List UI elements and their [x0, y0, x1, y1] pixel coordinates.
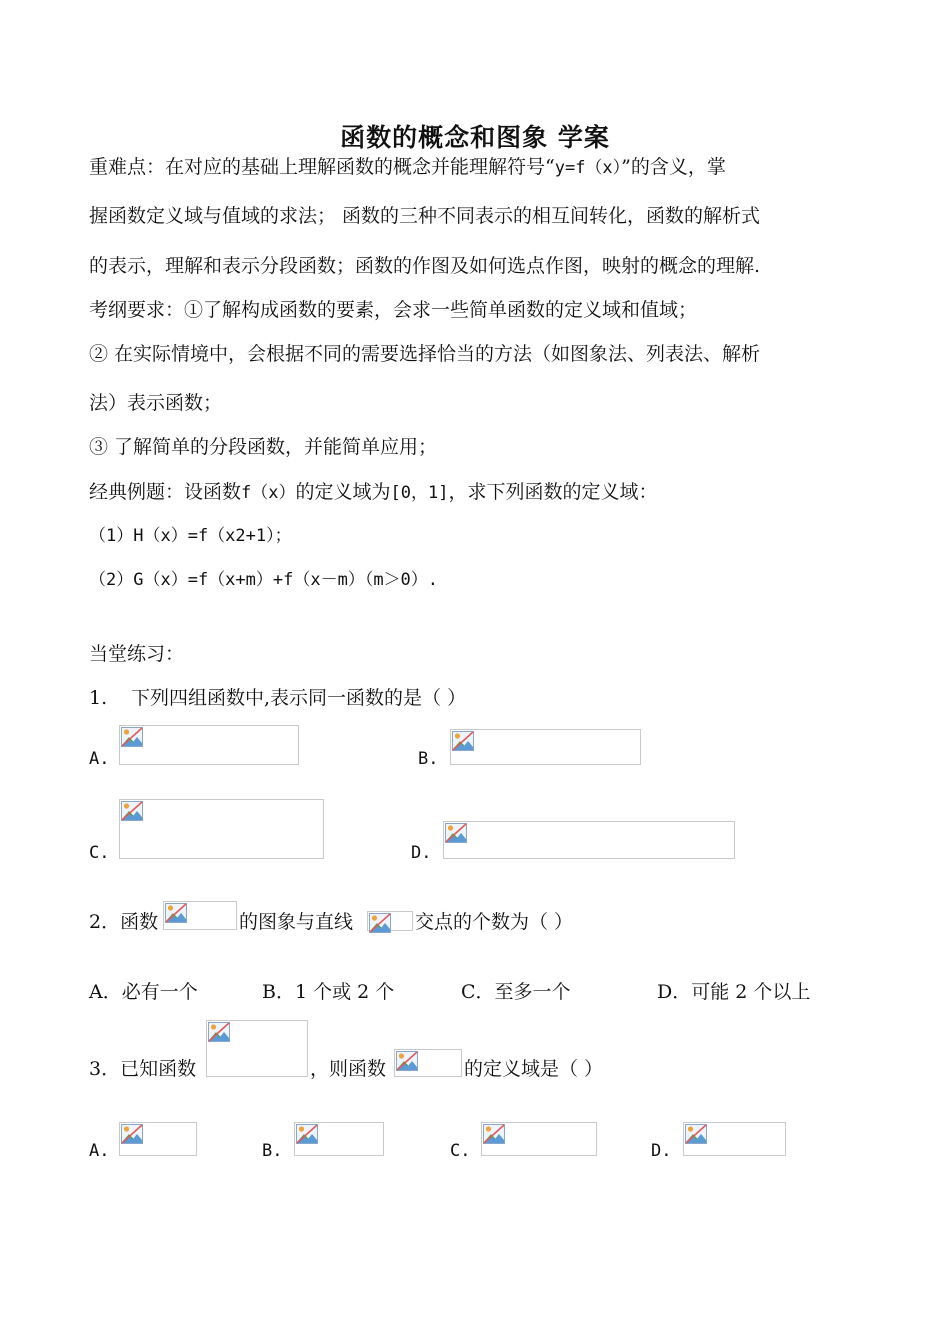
q1-option-b-label: B.	[418, 749, 439, 769]
example-item-1: （1）H（x）=f（x2+1）；	[89, 526, 292, 546]
symbol-yfx: y=f（x）	[554, 158, 622, 178]
q2-text-a: 2．函数	[89, 911, 159, 933]
difficulty-text-a: 重难点：在对应的基础上理解函数的概念并能理解符号“	[89, 156, 555, 178]
q3-option-b-image	[294, 1122, 384, 1156]
q3-function-image	[206, 1020, 308, 1077]
difficulty-line-1	[89, 155, 726, 179]
q1-number: 1.	[89, 687, 108, 709]
q1-option-a-image	[119, 725, 299, 765]
q2-option-b: B．1 个或 2 个	[262, 981, 395, 1003]
difficulty-line-2: 握函数定义域与值域的求法； 函数的三种不同表示的相互间转化，函数的解析式	[89, 205, 761, 227]
example-intro-e: ，求下列函数的定义域：	[448, 481, 658, 503]
broken-image-icon	[121, 801, 143, 821]
example-fx: f（x）	[241, 483, 296, 503]
broken-image-icon	[369, 913, 391, 933]
broken-image-icon	[483, 1124, 505, 1144]
q1-option-d-image	[443, 821, 735, 859]
syllabus-line-1: 考纲要求：①了解构成函数的要素，会求一些简单函数的定义域和值域；	[89, 299, 698, 321]
q2-option-a: A．必有一个	[89, 981, 198, 1003]
example-interval: [0，1]	[390, 483, 449, 503]
example-item-2: （2）G（x）=f（x+m）+f（x－m）（m＞0）.	[89, 570, 439, 590]
example-intro-c: 的定义域为	[295, 481, 391, 503]
q3-option-d-image	[683, 1122, 786, 1156]
q2-text-c: 交点的个数为（ ）	[415, 911, 574, 933]
page-title: 函数的概念和图象 学案	[340, 123, 610, 152]
q3-option-b-label: B.	[262, 1141, 283, 1161]
broken-image-icon	[208, 1022, 230, 1042]
broken-image-icon	[452, 731, 474, 751]
q1-text: 下列四组函数中,表示同一函数的是（ ）	[131, 687, 467, 709]
q3-option-a-label: A.	[89, 1141, 110, 1161]
q1-option-a-label: A.	[89, 749, 110, 769]
syllabus-line-2: ② 在实际情境中，会根据不同的需要选择恰当的方法（如图象法、列表法、解析	[89, 343, 761, 365]
broken-image-icon	[685, 1124, 707, 1144]
broken-image-icon	[121, 727, 143, 747]
q1-option-c-label: C.	[89, 843, 110, 863]
syllabus-line-4: ③ 了解简单的分段函数，并能简单应用；	[89, 436, 438, 458]
q1-option-b-image	[450, 729, 641, 765]
broken-image-icon	[296, 1124, 318, 1144]
q2-line-image	[367, 911, 413, 931]
practice-heading: 当堂练习：	[89, 643, 185, 665]
q2-text-b: 的图象与直线	[239, 911, 354, 933]
q3-composite-image	[394, 1049, 462, 1077]
q3-text-a: 3．已知函数	[89, 1058, 197, 1080]
difficulty-line-3: 的表示，理解和表示分段函数；函数的作图及如何选点作图，映射的概念的理解.	[89, 255, 761, 277]
q1-option-c-image	[119, 799, 324, 859]
q2-option-c: C．至多一个	[461, 981, 571, 1003]
difficulty-text-c: ”的含义，掌	[621, 156, 726, 178]
example-intro	[89, 480, 657, 504]
q3-option-a-image	[119, 1122, 197, 1156]
q3-text-c: 的定义域是（ ）	[464, 1058, 604, 1080]
q3-text-b: ，则函数	[310, 1058, 387, 1080]
q1-option-d-label: D.	[411, 843, 432, 863]
q2-function-image	[163, 901, 237, 930]
broken-image-icon	[121, 1124, 143, 1144]
example-intro-a: 经典例题：设函数	[89, 481, 242, 503]
syllabus-line-3: 法）表示函数；	[89, 392, 223, 414]
broken-image-icon	[165, 903, 187, 923]
broken-image-icon	[396, 1051, 418, 1071]
q2-option-d: D．可能 2 个以上	[657, 981, 811, 1003]
q3-option-c-label: C.	[450, 1141, 471, 1161]
q3-option-d-label: D.	[651, 1141, 672, 1161]
q3-option-c-image	[481, 1122, 597, 1156]
broken-image-icon	[445, 823, 467, 843]
